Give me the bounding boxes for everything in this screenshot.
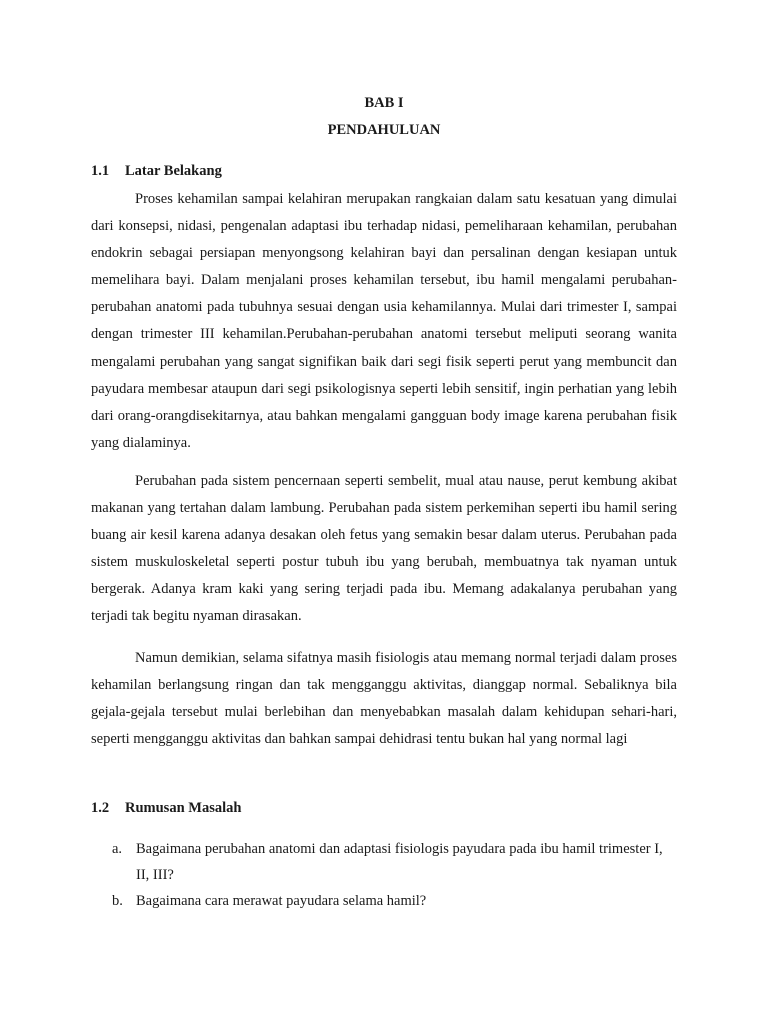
section-number: 1.1: [91, 163, 110, 179]
problem-list: [112, 836, 678, 914]
section-title: Rumusan Masalah: [125, 800, 242, 816]
chapter-title: PENDAHULUAN: [327, 122, 441, 138]
section-title: Latar Belakang: [125, 163, 222, 179]
paragraph-1: Proses kehamilan sampai kelahiran merupakan rangkaian dalam satu kesatuan yang dimulai dari konsepsi, nidasi, pengenalan adaptasi ibu terhadap nidasi, pemeliharaan kehamilan, perubahan endokrin sebagai persiapan menyongsong kelahiran bayi dan persalinan dengan kesiapan untuk memelihara bayi. Dalam menjalani proses kehamilan tersebut, ibu hamil mengalami perubahan-perubahan anatomi pada tubuhnya sesuai dengan usia kehamilannya. Mulai dari trimester I, sampai dengan trimester III kehamilan.Perubahan-perubahan anatomi tersebut meliputi seorang wanita mengalami perubahan yang sangat signifikan baik dari segi fisik seperti perut yang membuncit dan payudara membesar ataupun dari segi psikologisnya seperti lebih sensitif, ingin perhatian yang lebih dari orang-orangdisekitarnya, atau bahkan mengalami gangguan body image karena perubahan fisik yang dialaminya.: [91, 191, 677, 451]
list-item: [112, 888, 678, 914]
list-item-text: Bagaimana cara merawat payudara selama hamil?: [136, 893, 427, 909]
list-marker: a.: [112, 841, 123, 857]
list-item-text: Bagaimana perubahan anatomi dan adaptasi fisiologis payudara pada ibu hamil trimester I, II, III?: [136, 841, 663, 883]
section-heading-rumusan-masalah: [91, 795, 241, 821]
section-heading-latar-belakang: [91, 158, 222, 184]
paragraph-2: Perubahan pada sistem pencernaan seperti sembelit, mual atau nause, perut kembung akibat makanan yang tertahan dalam lambung. Perubahan pada sistem perkemihan seperti ibu hamil sering buang air kesil karena adanya desakan oleh fetus yang semakin besar dalam uterus. Perubahan pada sistem muskuloskeletal seperti postur tubuh ibu yang berubah, membuatnya tak nyaman untuk bergerak. Adanya kram kaki yang sering terjadi pada ibu. Memang adakalanya perubahan yang terjadi tak begitu nyaman dirasakan.: [91, 473, 677, 625]
paragraph-3: Namun demikian, selama sifatnya masih fisiologis atau memang normal terjadi dalam proses kehamilan berlangsung ringan dan tak mengganggu aktivitas, dianggap normal. Sebaliknya bila gejala-gejala tersebut mulai berlebihan dan menyebabkan masalah dalam kehidupan sehari-hari, seperti mengganggu aktivitas dan bahkan sampai dehidrasi tentu bukan hal yang normal lagi: [91, 650, 677, 748]
list-marker: b.: [112, 893, 123, 909]
section-number: 1.2: [91, 800, 110, 816]
list-item: [112, 836, 678, 888]
chapter-number: BAB I: [364, 95, 404, 111]
